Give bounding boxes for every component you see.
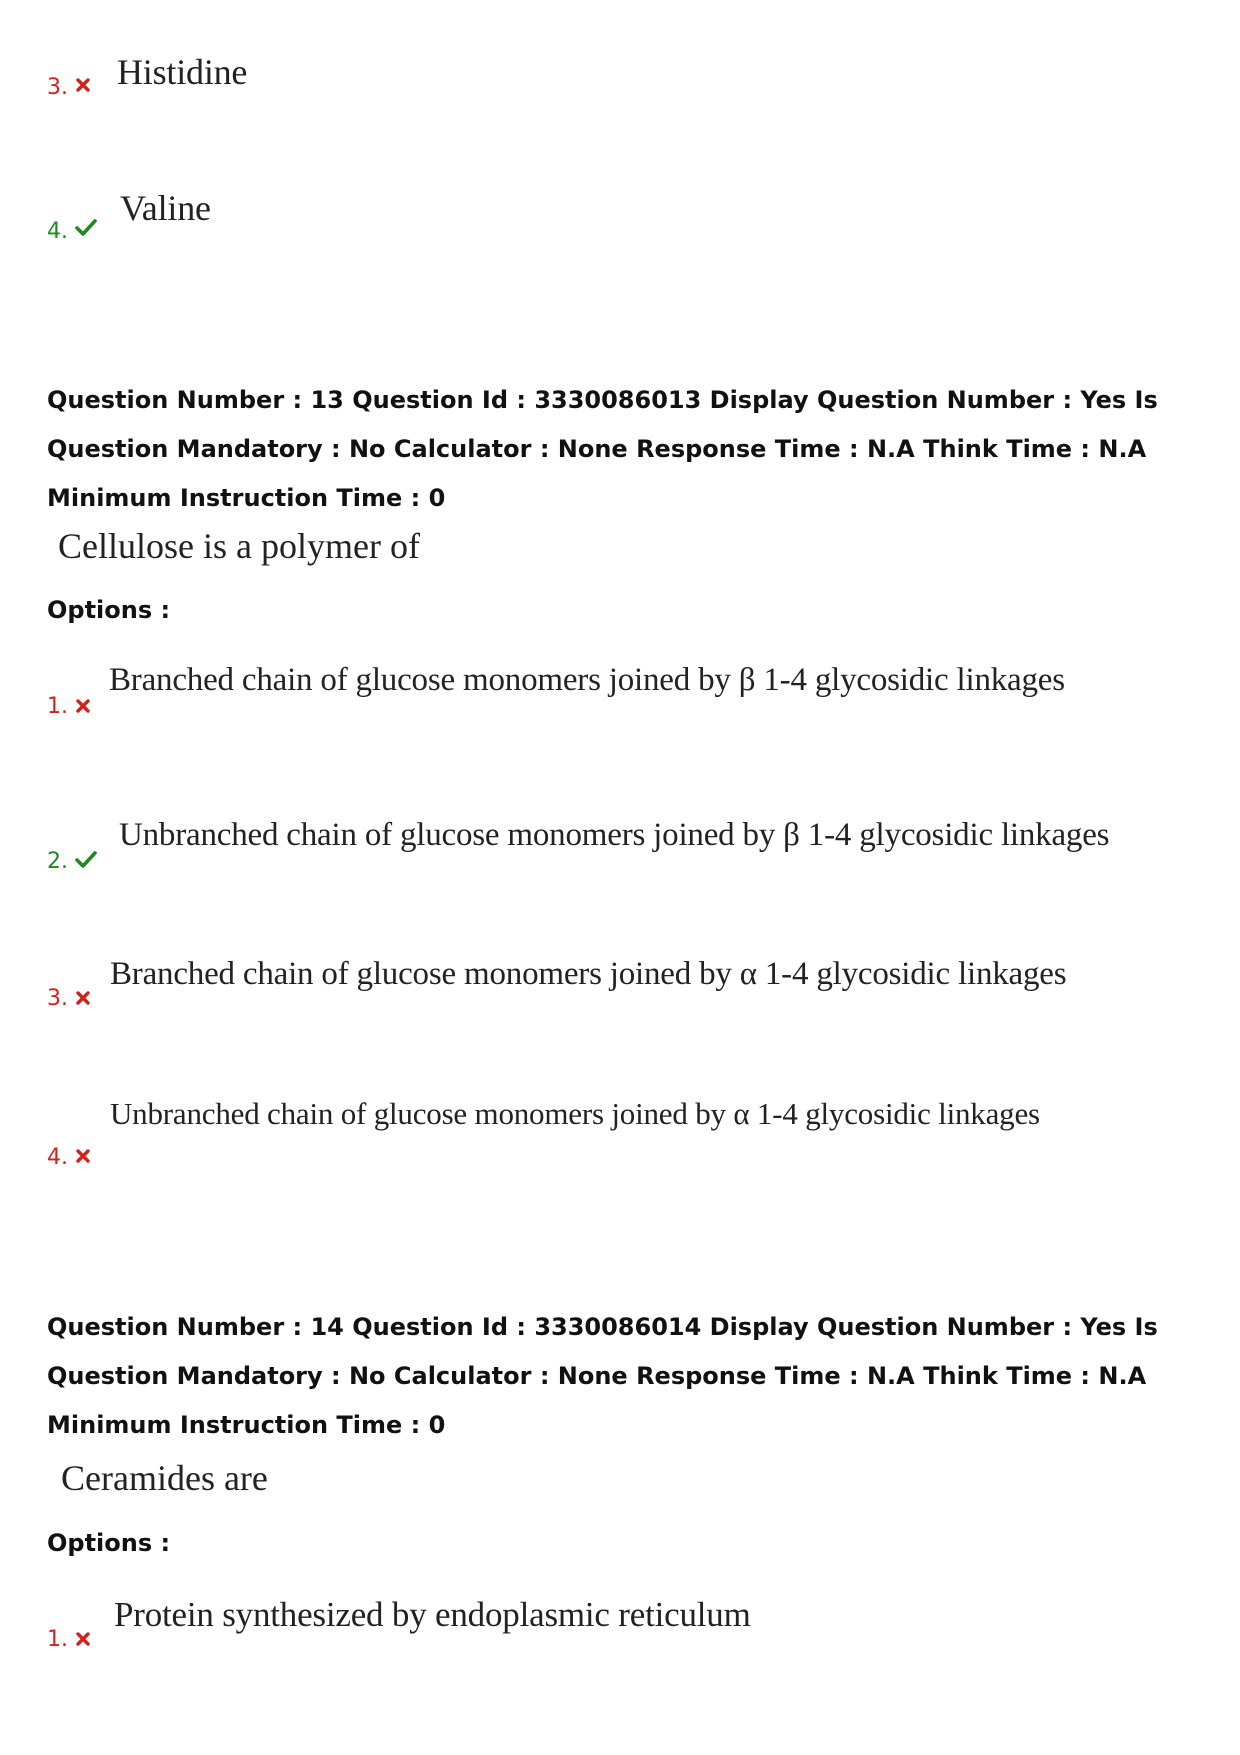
cross-icon [75,698,91,714]
option-number: 4. [47,1145,68,1170]
cross-icon [75,1148,91,1164]
option-number: 1. [47,1627,68,1652]
cross-icon [75,990,91,1006]
option-number: 3. [47,986,68,1011]
option-text: Unbranched chain of glucose monomers joined by α 1-4 glycosidic linkages [110,1096,1040,1131]
cross-icon [75,77,91,93]
cross-icon [75,1631,91,1647]
option-1 [47,662,1147,728]
check-icon [75,218,97,236]
option-text: Unbranched chain of glucose monomers joined by β 1-4 glycosidic linkages [119,817,1110,853]
option-3 [47,52,1147,115]
option-text: Valine [120,188,211,228]
option-text: Branched chain of glucose monomers joined by β 1-4 glycosidic linkages [109,662,1065,698]
options-label: Options : [47,596,171,624]
options-label: Options : [47,1529,171,1557]
option-4 [47,1096,1147,1170]
option-2 [47,817,1147,883]
question-14-stem: Ceramides are [61,1458,268,1498]
option-4 [47,188,1147,255]
question-14-meta: Question Number : 14 Question Id : 3330086014 Display Question Number : Yes Is Question Mandatory : No Calculator : None Response Time : N.A Think Time : N.A Minimum Instruction Time : 0 [47,1313,1158,1439]
option-number: 4. [47,219,68,244]
option-text: Protein synthesized by endoplasmic reticulum [114,1595,751,1634]
option-number: 2. [47,849,68,874]
check-icon [75,850,97,868]
option-3 [47,956,1147,1021]
option-number: 1. [47,694,68,719]
option-text: Branched chain of glucose monomers joined by α 1-4 glycosidic linkages [110,956,1067,992]
option-number: 3. [47,75,68,100]
question-13-meta: Question Number : 13 Question Id : 3330086013 Display Question Number : Yes Is Question Mandatory : No Calculator : None Response Time : N.A Think Time : N.A Minimum Instruction Time : 0 [47,386,1158,512]
option-text: Histidine [117,52,248,92]
question-13-stem: Cellulose is a polymer of [58,526,420,566]
option-1 [47,1595,1147,1663]
